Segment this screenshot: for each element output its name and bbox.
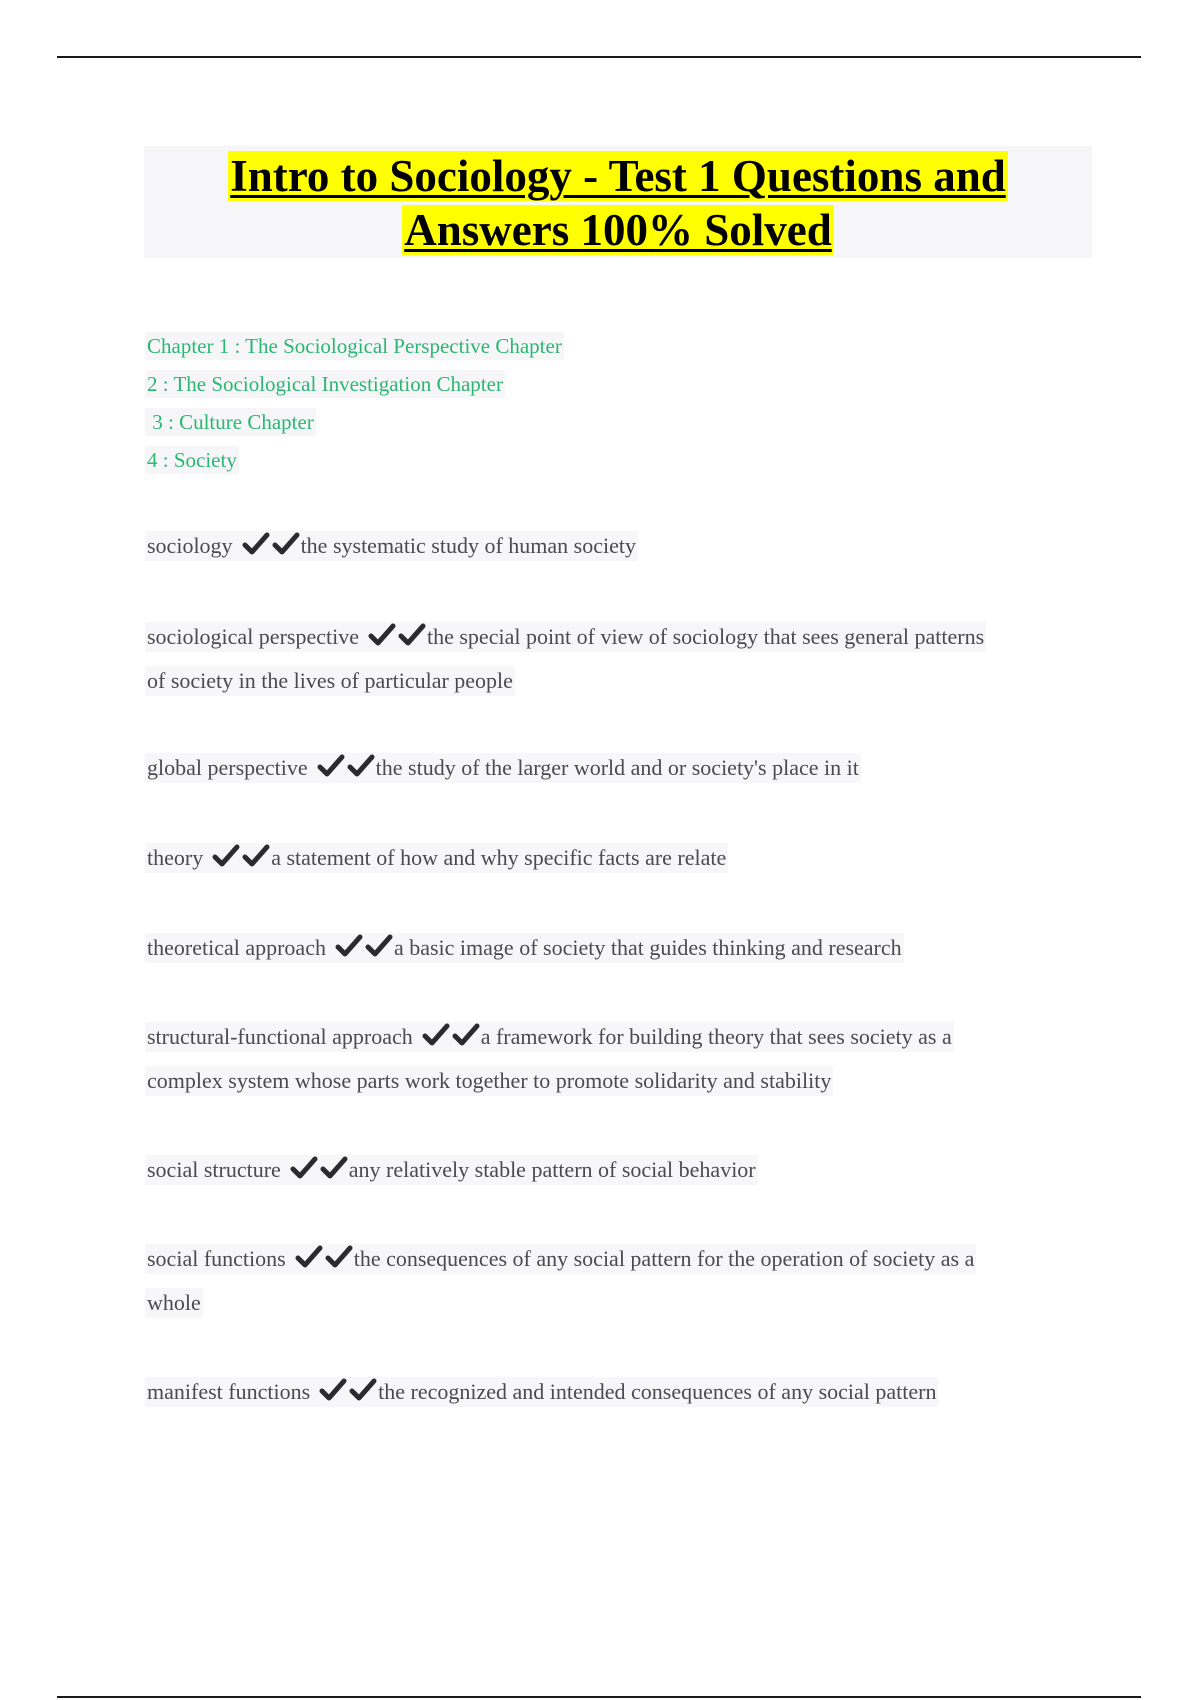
top-rule xyxy=(57,56,1141,58)
term: sociological perspective xyxy=(147,624,359,649)
term: theory xyxy=(147,845,204,870)
title-text-1: Intro to Sociology - Test 1 Questions and xyxy=(230,151,1006,201)
term: global perspective xyxy=(147,755,308,780)
definition-entry xyxy=(145,933,904,963)
definition-text: the consequences of any social pattern for the operation of society as a xyxy=(353,1246,975,1271)
term: structural-functional approach xyxy=(147,1024,413,1049)
checkmark-icon xyxy=(398,623,426,647)
title-line-2 xyxy=(144,204,1092,256)
toc-line-4: 4 : Society xyxy=(147,448,237,472)
definition-text: the recognized and intended consequences of any social pattern xyxy=(378,1379,937,1404)
checkmark-icon xyxy=(295,1245,323,1269)
definition-entry xyxy=(145,1377,938,1407)
title-line-1 xyxy=(144,150,1092,202)
definition-entry xyxy=(145,753,861,783)
toc-line-1: Chapter 1 : The Sociological Perspective Chapter xyxy=(147,334,562,358)
term: manifest functions xyxy=(147,1379,311,1404)
checkmark-icon xyxy=(272,532,300,556)
definition-text: the systematic study of human society xyxy=(300,533,636,558)
checkmark-icon xyxy=(242,532,270,556)
definition-text: any relatively stable pattern of social behavior xyxy=(348,1157,756,1182)
toc-line-3: 3 : Culture Chapter xyxy=(147,410,314,434)
checkmark-icon xyxy=(319,1378,347,1402)
checkmark-icon xyxy=(368,623,396,647)
definition-entry xyxy=(145,622,986,652)
definition-entry xyxy=(145,1022,954,1052)
checkmark-icon xyxy=(335,934,363,958)
term: theoretical approach xyxy=(147,935,326,960)
definition-continuation: complex system whose parts work together to promote solidarity and stability xyxy=(145,1066,833,1096)
definition-entry xyxy=(145,1155,758,1185)
term: social functions xyxy=(147,1246,286,1271)
definition-entry xyxy=(145,843,728,873)
checkmark-icon xyxy=(452,1023,480,1047)
definition-text: the study of the larger world and or society's place in it xyxy=(375,755,859,780)
definition-continuation: of society in the lives of particular people xyxy=(145,666,515,696)
term: sociology xyxy=(147,533,233,558)
term: social structure xyxy=(147,1157,281,1182)
checkmark-icon xyxy=(317,754,345,778)
checkmark-icon xyxy=(290,1156,318,1180)
title-text-2: Answers 100% Solved xyxy=(404,205,832,255)
bottom-rule xyxy=(57,1696,1141,1698)
definition-text: a framework for building theory that sees society as a xyxy=(480,1024,952,1049)
definition-entry xyxy=(145,531,638,561)
definition-continuation: whole xyxy=(145,1288,203,1318)
title-block xyxy=(144,146,1092,258)
checkmark-icon xyxy=(320,1156,348,1180)
checkmark-icon xyxy=(347,754,375,778)
definition-text: a statement of how and why specific facts are relate xyxy=(271,845,727,870)
definition-text: a basic image of society that guides thinking and research xyxy=(393,935,902,960)
checkmark-icon xyxy=(242,844,270,868)
checkmark-icon xyxy=(325,1245,353,1269)
checkmark-icon xyxy=(212,844,240,868)
definition-text: the special point of view of sociology that sees general patterns xyxy=(426,624,985,649)
checkmark-icon xyxy=(365,934,393,958)
checkmark-icon xyxy=(349,1378,377,1402)
definition-entry xyxy=(145,1244,976,1274)
checkmark-icon xyxy=(422,1023,450,1047)
toc-line-2: 2 : The Sociological Investigation Chapter xyxy=(147,372,503,396)
